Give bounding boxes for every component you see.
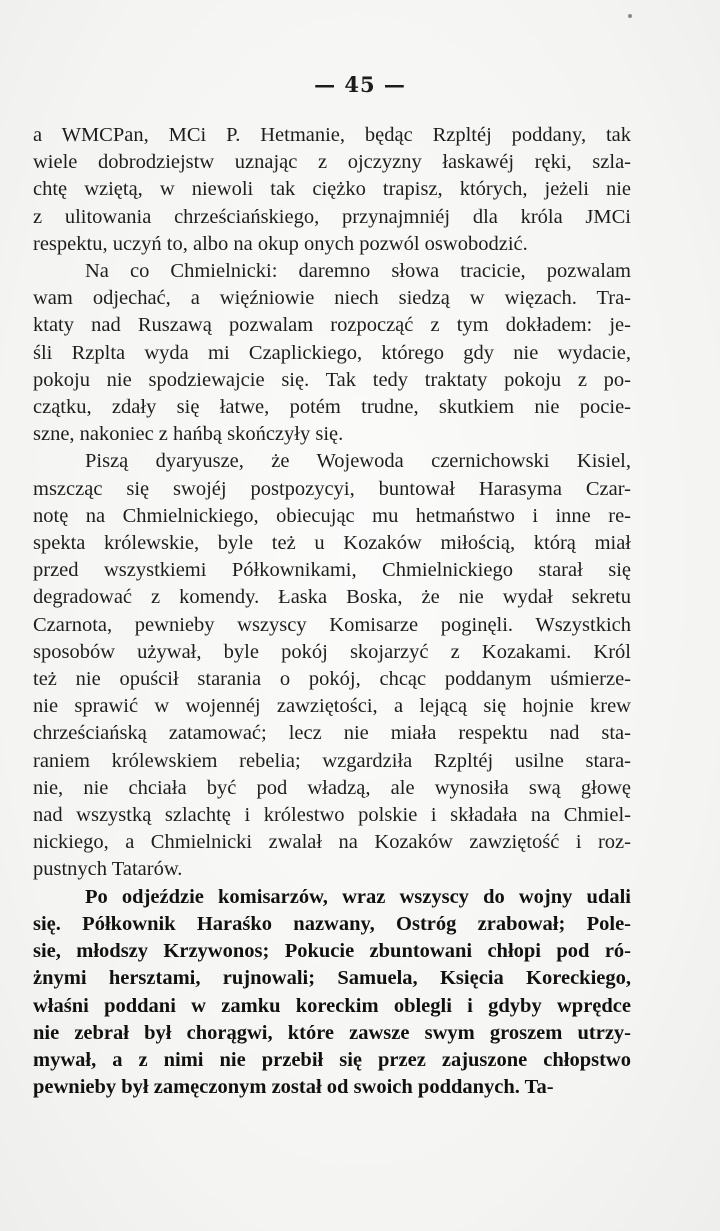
text-line: śli Rzplta wyda mi Czaplickiego, którego gdy nie wydacie, [33, 341, 631, 364]
page-text [33, 122, 631, 1101]
page-number: — 45 — [314, 72, 406, 97]
text-line: mywał, a z nimi nie przebił się przez zajuszone chłopstwo [33, 1048, 631, 1071]
text-line: sie, młodszy Krzywonos; Pokucie zbuntowani chłopi pod ró- [33, 940, 631, 963]
text-line: Na co Chmielnicki: daremno słowa tracicie, pozwalam [85, 260, 631, 283]
text-line: czątku, zdały się łatwe, potém trudne, skutkiem nie pocie- [33, 396, 631, 419]
text-line: szne, nakoniec z hańbą skończyły się. [33, 423, 344, 446]
text-line: pustnych Tatarów. [33, 858, 183, 881]
text-line: ktaty nad Ruszawą pozwalam rozpocząć z tym dokładem: je- [33, 314, 631, 337]
text-line: a WMCPan, MCi P. Hetmanie, będąc Rzpltéj poddany, tak [33, 124, 631, 146]
text-line: raniem królewskiem rebelia; wzgardziła Rzpltéj usilne stara- [33, 749, 631, 772]
paragraph-4 [33, 884, 631, 1102]
text-line: degradować z komendy. Łaska Boska, że nie wydał sekretu [33, 586, 631, 609]
text-line: nie zebrał był chorągwi, które zawsze swym groszem utrzy- [33, 1021, 631, 1044]
text-line: Czarnota, pewnieby wszyscy Komisarze poginęli. Wszystkich [33, 613, 631, 636]
paragraph-3 [33, 448, 631, 883]
text-line: wam odjechać, a więźniowie niech siedzą w więzach. Tra- [33, 287, 631, 310]
text-line: Po odjeździe komisarzów, wraz wszyscy do wojny udali [85, 885, 631, 908]
text-line: pewnieby był zamęczonym został od swoich poddanych. Ta- [33, 1076, 554, 1099]
text-line: chtę wziętą, w niewoli tak ciężko trapisz, których, jeżeli nie [33, 178, 631, 201]
text-line: Piszą dyaryusze, że Wojewoda czernichowski Kisiel, [85, 450, 631, 473]
text-line: nie, nie chciała być pod władzą, ale wynosiła swą głowę [33, 776, 631, 799]
paragraph-2 [33, 258, 631, 448]
text-line: mszcząc się swojéj postpozycyi, buntował Harasyma Czar- [33, 477, 631, 500]
text-line: notę na Chmielnickiego, obiecując mu hetmaństwo i inne re- [33, 504, 631, 527]
text-line: przed wszystkiemi Półkownikami, Chmielnickiego starał się [33, 559, 631, 582]
text-line: spekta królewskie, byle też u Kozaków miłością, którą miał [33, 532, 631, 555]
text-line: właśni poddani w zamku koreckim oblegli i gdyby wprędce [33, 994, 631, 1017]
text-line: sposobów używał, byle pokój skojarzyć z Kozakami. Król [33, 640, 631, 663]
text-line: z ulitowania chrześciańskiego, przynajmniéj dla króla JMCi [33, 205, 631, 228]
text-line: nad wszystką szlachtę i królestwo polskie i składała na Chmiel- [33, 804, 631, 827]
paper-speck [628, 14, 632, 18]
text-line: nie sprawić w wojennéj zawziętości, a lejącą się hojnie krew [33, 695, 631, 718]
text-line: też nie opuścił starania o pokój, chcąc poddanym uśmierze- [33, 668, 631, 691]
text-line: chrześciańską zatamować; lecz nie miała respektu nad sta- [33, 722, 631, 745]
text-line: wiele dobrodziejstw uznając z ojczyzny łaskawéj ręki, szla- [33, 151, 631, 174]
paragraph-1 [33, 122, 631, 258]
text-line: respektu, uczyń to, albo na okup onych pozwól oswobodzić. [33, 232, 528, 255]
text-line: pokoju nie spodziewajcie się. Tak tedy traktaty pokoju z po- [33, 368, 631, 391]
text-line: żnymi hersztami, rujnowali; Samuela, Księcia Koreckiego, [33, 967, 631, 990]
text-line: nickiego, a Chmielnicki zwalał na Kozaków zawziętość i roz- [33, 831, 631, 854]
text-line: się. Półkownik Haraśko nazwany, Ostróg zrabował; Pole- [33, 912, 631, 935]
